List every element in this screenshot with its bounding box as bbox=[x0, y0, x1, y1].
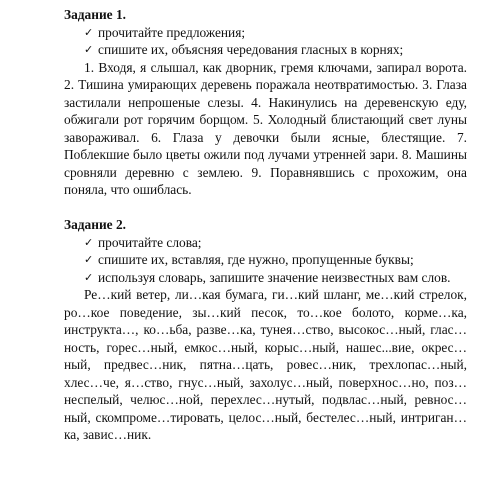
instruction-text: прочитайте слова; bbox=[98, 234, 202, 250]
instruction-text: используя словарь, запишите значение неизвестных вам слов. bbox=[98, 269, 451, 285]
task-1-instructions bbox=[64, 24, 467, 59]
instruction-item bbox=[84, 251, 467, 269]
task-2 bbox=[64, 216, 467, 444]
instruction-item bbox=[84, 269, 467, 287]
task-2-instructions bbox=[64, 234, 467, 287]
instruction-item bbox=[84, 41, 467, 59]
instruction-text: спишите их, объясняя чередования гласных в корнях; bbox=[98, 42, 404, 57]
task-2-words: Ре…кий ветер, ли…кая бумага, ги…кий шланг, ме…кий стрелок, ро…кое поведение, зы…кий песок, то…кое болото, корме…ка, инструкта…, ко…ьба, разве…ка, тунея…ство, высокос…ный, глас…ность, горес…ный, емкос…ный, корыс…ный, нашес...вие, окрес…ный, предвес…ник, пятна…цать, ровес…ник, трехлопас…ный, хлес…че, я…ство, гнус…ный, захолус…ный, поверхнос…но, поз…неспелый, челюс…ной, перехлес…нутый, подвлас…ный, ревнос…ный, скомпроме…тировать, целос…ный, бестелес…ный, интриган…ка, завис…ник. bbox=[64, 287, 467, 442]
task-1-heading: Задание 1. bbox=[64, 7, 126, 22]
instruction-text: спишите их, вставляя, где нужно, пропущенные буквы; bbox=[98, 252, 414, 267]
check-icon: ✓ bbox=[84, 270, 94, 284]
instruction-item bbox=[84, 234, 467, 252]
check-icon: ✓ bbox=[84, 253, 94, 266]
check-icon: ✓ bbox=[84, 43, 94, 56]
instruction-text: прочитайте предложения; bbox=[98, 24, 246, 40]
check-icon: ✓ bbox=[84, 25, 94, 39]
task-2-heading: Задание 2. bbox=[64, 217, 126, 232]
task-1 bbox=[64, 6, 467, 199]
section-spacer bbox=[64, 199, 467, 217]
check-icon: ✓ bbox=[84, 235, 94, 249]
task-1-sentences: 1. Входя, я слышал, как дворник, гремя ключами, запирал ворота. 2. Тишина умирающих деревень поражала неотвратимостью. 3. Глаза застилали непрошеные слезы. 4. Накинулись на деревенскую еду, обжигали рот горячим борщом. 5. Холодный блистающий свет луны завораживал. 6. Глаза у девочки были ясные, блестящие. 7. Поблекшие было цветы ожили под лучами утренней зари. 8. Машины сровняли деревню с землею. 9. Поравнявшись с прохожим, она поняла, что ошиблась. bbox=[64, 59, 467, 197]
instruction-item bbox=[84, 24, 467, 42]
